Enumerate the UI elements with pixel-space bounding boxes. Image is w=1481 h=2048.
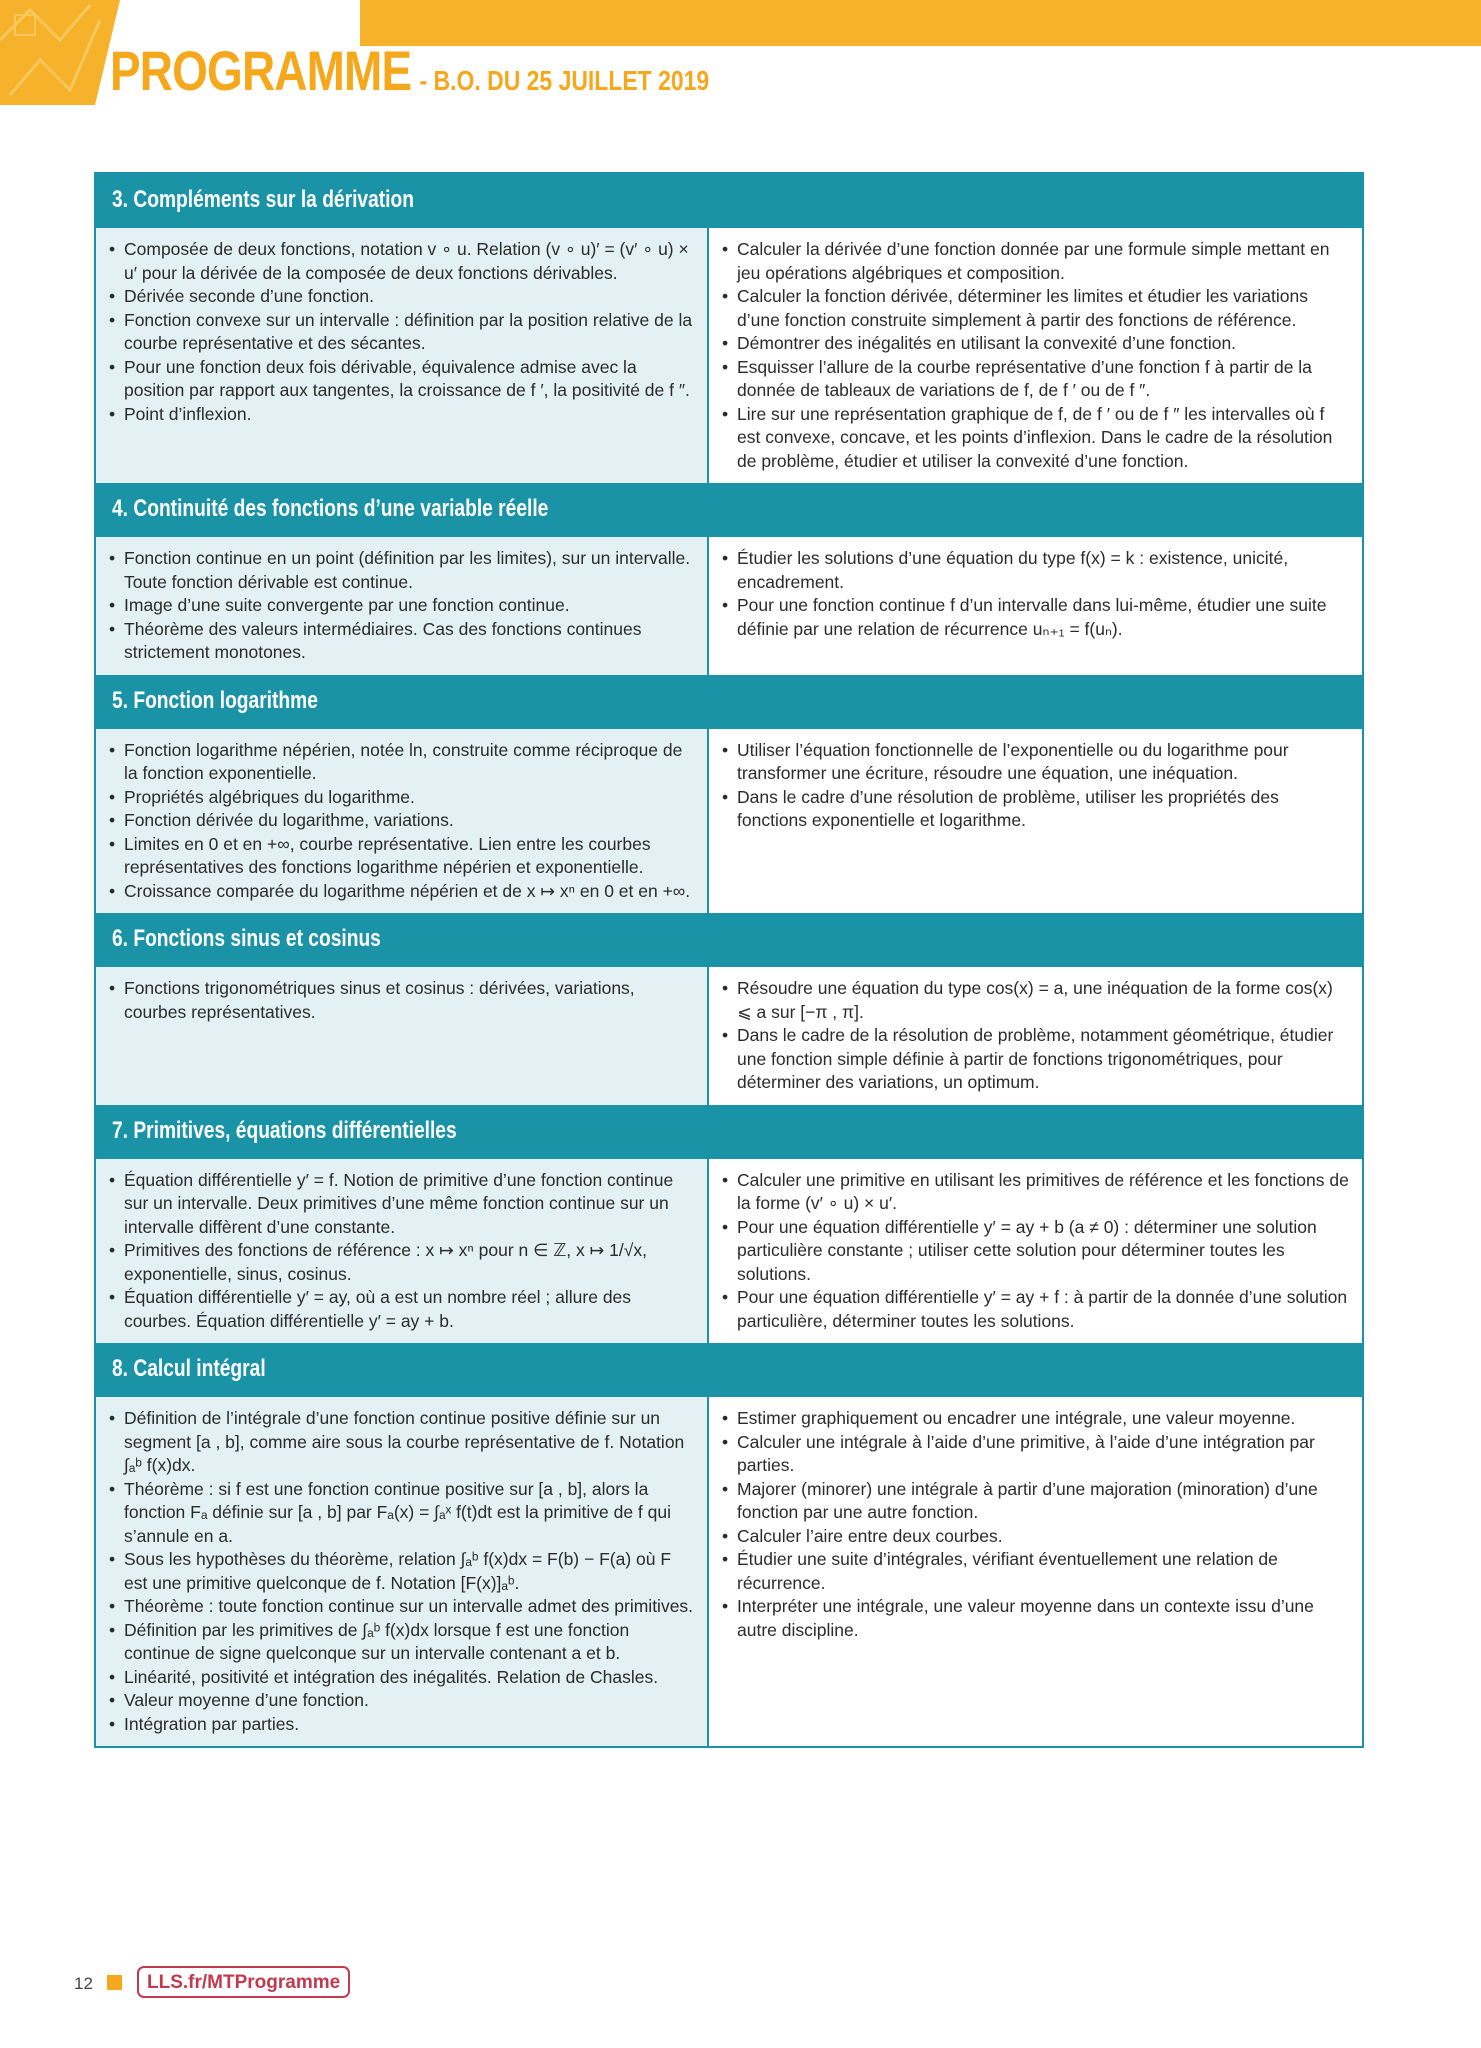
list-item: • Propriétés algébriques du logarithme. (106, 786, 697, 810)
list-item: • Pour une équation différentielle y′ = ay + f : à partir de la donnée d’une solution particulière, déterminer toutes les solutions. (719, 1286, 1350, 1333)
bullet-list (106, 1169, 697, 1334)
list-item: • Dans le cadre d’une résolution de problème, utiliser les propriétés des fonctions exponentielle et logarithme. (719, 786, 1350, 833)
bullet-list (106, 739, 697, 904)
footer-link[interactable]: LLS.fr/MTProgramme (137, 1966, 350, 1998)
section-header (96, 675, 1362, 729)
list-item: • Point d’inflexion. (106, 403, 697, 427)
list-item: • Linéarité, positivité et intégration des inégalités. Relation de Chasles. (106, 1666, 697, 1690)
bullet-list (719, 547, 1350, 641)
footer-square-icon (107, 1975, 122, 1990)
list-item: • Calculer une primitive en utilisant les primitives de référence et les fonctions de la forme (v′ ∘ u) × u′. (719, 1169, 1350, 1216)
list-item: • Calculer l’aire entre deux courbes. (719, 1525, 1350, 1549)
list-item: • Calculer la dérivée d’une fonction donnée par une formule simple mettant en jeu opérations algébriques et composition. (719, 238, 1350, 285)
bullet-list (719, 1169, 1350, 1334)
section-header (96, 1343, 1362, 1397)
contents-column (96, 1397, 709, 1746)
section-row (96, 537, 1362, 675)
bullet-list (719, 977, 1350, 1095)
list-item: • Équation différentielle y′ = f. Notion de primitive d’une fonction continue sur un intervalle. Deux primitives d’une même fonction continue sur un intervalle diffèrent d’une constante. (106, 1169, 697, 1240)
title-main: PROGRAMME (110, 39, 412, 102)
list-item: • Définition par les primitives de ∫ₐᵇ f(x)dx lorsque f est une fonction continue de signe quelconque sur un intervalle contenant a et b. (106, 1619, 697, 1666)
contents-column (96, 537, 709, 675)
list-item: • Pour une fonction deux fois dérivable, équivalence admise avec la position par rapport aux tangentes, la croissance de f ′, la positivité de f ″. (106, 356, 697, 403)
list-item: • Limites en 0 et en +∞, courbe représentative. Lien entre les courbes représentatives des fonctions logarithme népérien et exponentielle. (106, 833, 697, 880)
list-item: • Estimer graphiquement ou encadrer une intégrale, une valeur moyenne. (719, 1407, 1350, 1431)
bullet-list (106, 1407, 697, 1736)
list-item: • Interpréter une intégrale, une valeur moyenne dans un contexte issu d’une autre discipline. (719, 1595, 1350, 1642)
bullet-list (106, 977, 697, 1024)
section-title: 6. Fonctions sinus et cosinus (112, 925, 381, 952)
list-item: • Pour une équation différentielle y′ = ay + b (a ≠ 0) : déterminer une solution particulière constante ; utiliser cette solution pour déterminer toutes les solutions. (719, 1216, 1350, 1287)
list-item: • Intégration par parties. (106, 1713, 697, 1737)
section-row (96, 967, 1362, 1105)
section-title: 4. Continuité des fonctions d’une variable réelle (112, 495, 549, 522)
list-item: • Fonction logarithme népérien, notée ln, construite comme réciproque de la fonction exponentielle. (106, 739, 697, 786)
bullet-list (719, 238, 1350, 473)
section-title: 7. Primitives, équations différentielles (112, 1116, 457, 1144)
list-item: • Dans le cadre de la résolution de problème, notamment géométrique, étudier une fonction simple définie à partir de fonctions trigonométriques, pour déterminer des variations, un optimum. (719, 1024, 1350, 1095)
page-number: 12 (74, 1974, 93, 1993)
section-header (96, 1105, 1362, 1159)
list-item: • Croissance comparée du logarithme népérien et de x ↦ xⁿ en 0 et en +∞. (106, 880, 697, 904)
section-header (96, 913, 1362, 967)
list-item: • Étudier une suite d’intégrales, vérifiant éventuellement une relation de récurrence. (719, 1548, 1350, 1595)
contents-column (96, 228, 709, 483)
list-item: • Calculer une intégrale à l’aide d’une primitive, à l’aide d’une intégration par parties. (719, 1431, 1350, 1478)
list-item: • Démontrer des inégalités en utilisant la convexité d’une fonction. (719, 332, 1350, 356)
list-item: • Théorème des valeurs intermédiaires. Cas des fonctions continues strictement monotones. (106, 618, 697, 665)
list-item: • Fonctions trigonométriques sinus et cosinus : dérivées, variations, courbes représentatives. (106, 977, 697, 1024)
list-item: • Théorème : toute fonction continue sur un intervalle admet des primitives. (106, 1595, 697, 1619)
capacities-column (709, 228, 1362, 483)
bullet-list (719, 1407, 1350, 1642)
section-row (96, 1397, 1362, 1746)
list-item: • Fonction convexe sur un intervalle : définition par la position relative de la courbe représentative et des sécantes. (106, 309, 697, 356)
list-item: • Dérivée seconde d’une fonction. (106, 285, 697, 309)
list-item: • Fonction continue en un point (définition par les limites), sur un intervalle. Toute fonction dérivable est continue. (106, 547, 697, 594)
list-item: • Étudier les solutions d’une équation du type f(x) = k : existence, unicité, encadrement. (719, 547, 1350, 594)
contents-column (96, 729, 709, 914)
list-item: • Valeur moyenne d’une fonction. (106, 1689, 697, 1713)
list-item: • Résoudre une équation du type cos(x) = a, une inéquation de la forme cos(x) ⩽ a sur [−π , π]. (719, 977, 1350, 1024)
page-title (110, 38, 709, 103)
section-row (96, 1159, 1362, 1344)
title-subtitle: - B.O. DU 25 JUILLET 2019 (419, 65, 710, 96)
section-header (96, 483, 1362, 537)
capacities-column (709, 729, 1362, 914)
capacities-column (709, 537, 1362, 675)
bullet-list (106, 547, 697, 665)
contents-column (96, 967, 709, 1105)
section-title: 5. Fonction logarithme (112, 686, 318, 714)
bullet-list (719, 739, 1350, 833)
list-item: • Théorème : si f est une fonction continue positive sur [a , b], alors la fonction Fₐ définie sur [a , b] par Fₐ(x) = ∫ₐˣ f(t)dt est la primitive de f qui s’annule en a. (106, 1478, 697, 1549)
section-title: 8. Calcul intégral (112, 1355, 266, 1382)
section-row (96, 729, 1362, 914)
corner-decoration-icon (0, 0, 120, 105)
list-item: • Primitives des fonctions de référence : x ↦ xⁿ pour n ∈ ℤ, x ↦ 1/√x, exponentielle, sinus, cosinus. (106, 1239, 697, 1286)
list-item: • Calculer la fonction dérivée, déterminer les limites et étudier les variations d’une fonction construite simplement à partir des fonctions de référence. (719, 285, 1350, 332)
list-item: • Fonction dérivée du logarithme, variations. (106, 809, 697, 833)
list-item: • Lire sur une représentation graphique de f, de f ′ ou de f ″ les intervalles où f est convexe, concave, et les points d’inflexion. Dans le cadre de la résolution de problème, étudier et utiliser la convexité d’une fonction. (719, 403, 1350, 474)
capacities-column (709, 967, 1362, 1105)
bullet-list (106, 238, 697, 426)
program-table (94, 172, 1364, 1748)
list-item: • Image d’une suite convergente par une fonction continue. (106, 594, 697, 618)
section-title: 3. Compléments sur la dérivation (112, 186, 414, 213)
list-item: • Sous les hypothèses du théorème, relation ∫ₐᵇ f(x)dx = F(b) − F(a) où F est une primitive quelconque de f. Notation [F(x)]ₐᵇ. (106, 1548, 697, 1595)
list-item: • Majorer (minorer) une intégrale à partir d’une majoration (minoration) d’une fonction par une autre fonction. (719, 1478, 1350, 1525)
section-header (96, 174, 1362, 228)
list-item: • Utiliser l’équation fonctionnelle de l’exponentielle ou du logarithme pour transformer une écriture, résoudre une équation, une inéquation. (719, 739, 1350, 786)
contents-column (96, 1159, 709, 1344)
list-item: • Pour une fonction continue f d’un intervalle dans lui-même, étudier une suite définie par une relation de récurrence uₙ₊₁ = f(uₙ). (719, 594, 1350, 641)
capacities-column (709, 1159, 1362, 1344)
section-row (96, 228, 1362, 483)
list-item: • Équation différentielle y′ = ay, où a est un nombre réel ; allure des courbes. Équation différentielle y′ = ay + b. (106, 1286, 697, 1333)
list-item: • Composée de deux fonctions, notation v ∘ u. Relation (v ∘ u)′ = (v′ ∘ u) × u′ pour la dérivée de la composée de deux fonctions dérivables. (106, 238, 697, 285)
list-item: • Définition de l’intégrale d’une fonction continue positive définie sur un segment [a , b], comme aire sous la courbe représentative de f. Notation ∫ₐᵇ f(x)dx. (106, 1407, 697, 1478)
list-item: • Esquisser l’allure de la courbe représentative d’une fonction f à partir de la donnée de tableaux de variations de f, de f ′ ou de f ″. (719, 356, 1350, 403)
capacities-column (709, 1397, 1362, 1746)
